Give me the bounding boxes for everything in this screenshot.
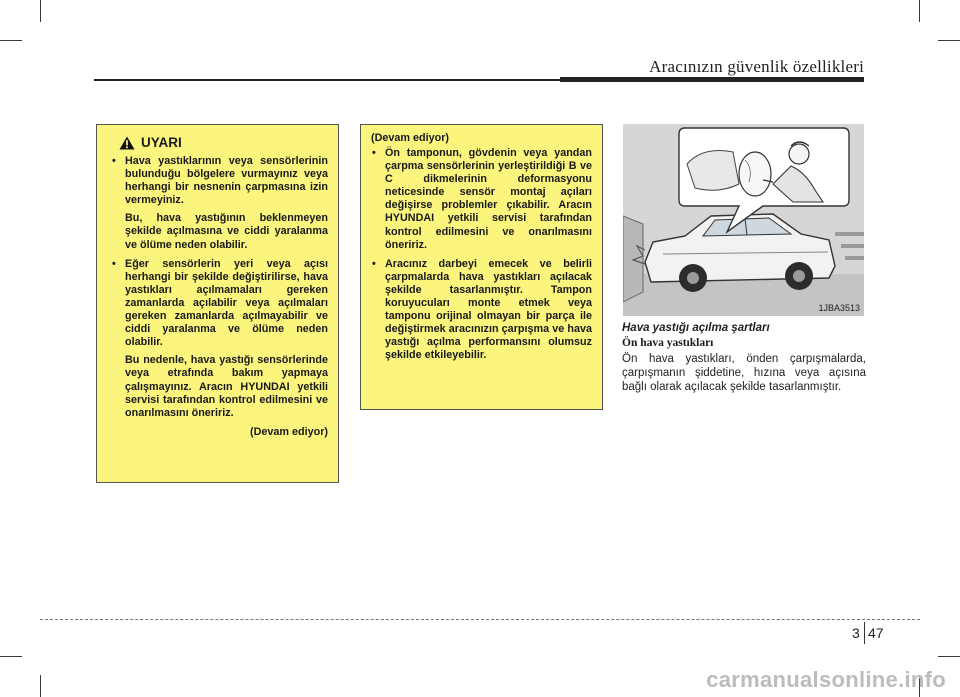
footer-rule <box>40 619 920 620</box>
warning-heading <box>119 135 328 150</box>
warning-paragraph: Bu, hava yastığının beklenmeyen şekilde açılmasına ve ciddi yaralanma ve ölüme neden olabilir. <box>125 212 328 251</box>
warning-list <box>111 155 328 420</box>
continued-label: (Devam ediyor) <box>371 132 450 144</box>
section-subtitle: Ön hava yastıkları <box>622 337 714 349</box>
crop-mark <box>40 0 41 22</box>
warning-paragraph: • Hava yastıklarının veya sensörlerinin bulunduğu bölgelere vurmayınız veya herhangi bir nesnenin çarpmasına izin vermeyiniz. <box>125 155 328 207</box>
warning-item: • Aracınız darbeyi emecek ve belirli çarpmalarda hava yastıkları açılacak şekilde tasarlanmıştır. Tampon koruyucuları monte etmek veya tamponu orijinal olmayan bir parça ile değiştirmek aracınızın çarpışma ve hava yastığı açılma performansını olumsuz şekilde etkileyebilir. <box>371 258 592 363</box>
crop-mark <box>938 40 960 41</box>
car-crash-illustration <box>623 124 864 316</box>
illustration-code: 1JBA3513 <box>818 303 860 313</box>
airbag-illustration <box>623 124 864 316</box>
crop-mark <box>919 0 920 22</box>
warning-paragraph: • Eğer sensörlerin yeri veya açısı herhangi bir şekilde değiştirilirse, hava yastıkları açılmamaları gereken zamanlarda açılabilir veya açılmaları gereken zamanlarda açılmayabilir ve ciddi yaralanma ve ölüme neden olabilir. <box>125 257 328 349</box>
warning-item <box>111 258 328 420</box>
warning-list <box>371 147 592 363</box>
chapter-number: 3 <box>852 625 860 641</box>
section-title: Hava yastığı açılma şartları <box>622 322 770 334</box>
page-header-title: Aracınızın güvenlik özellikleri <box>649 57 864 76</box>
warning-item <box>111 155 328 252</box>
crop-mark <box>938 656 960 657</box>
watermark: carmanualsonline.info <box>706 667 946 692</box>
crop-mark <box>40 675 41 697</box>
continued-label: (Devam ediyor) <box>249 425 328 438</box>
warning-box <box>96 124 339 483</box>
page-number-divider <box>864 622 865 644</box>
warning-item: • Ön tamponun, gövdenin veya yandan çarpma sensörlerinin yerleştirildiği B ve C dikmelerinin deformasyonu neticesinde sensör montaj açıları değişirse problemler çıkabilir. Aracın HYUNDAI yetkili servisi tarafından kontrol edilmesini ve onarılmasını öneririz. <box>371 147 592 252</box>
warning-paragraph: Bu nedenle, hava yastığı sensörlerinde veya etrafında bakım yapmaya çalışmayınız. Aracın HYUNDAI yetkili servisi tarafından kontrol edilmesini ve onarılmasını öneririz. <box>125 354 328 419</box>
section-body: Ön hava yastıkları, önden çarpışmalarda, çarpışmanın şiddetine, hızına veya açısına bağlı olarak açılacak şekilde tasarlanmıştır. <box>622 353 866 394</box>
page-number: 47 <box>868 625 884 641</box>
section-content <box>622 322 866 395</box>
header-rule-accent <box>560 77 864 82</box>
crop-mark <box>0 656 22 657</box>
continued-warning-box <box>360 124 603 410</box>
warning-triangle-icon <box>119 136 135 150</box>
warning-title: UYARI <box>141 135 182 150</box>
crop-mark <box>0 40 22 41</box>
